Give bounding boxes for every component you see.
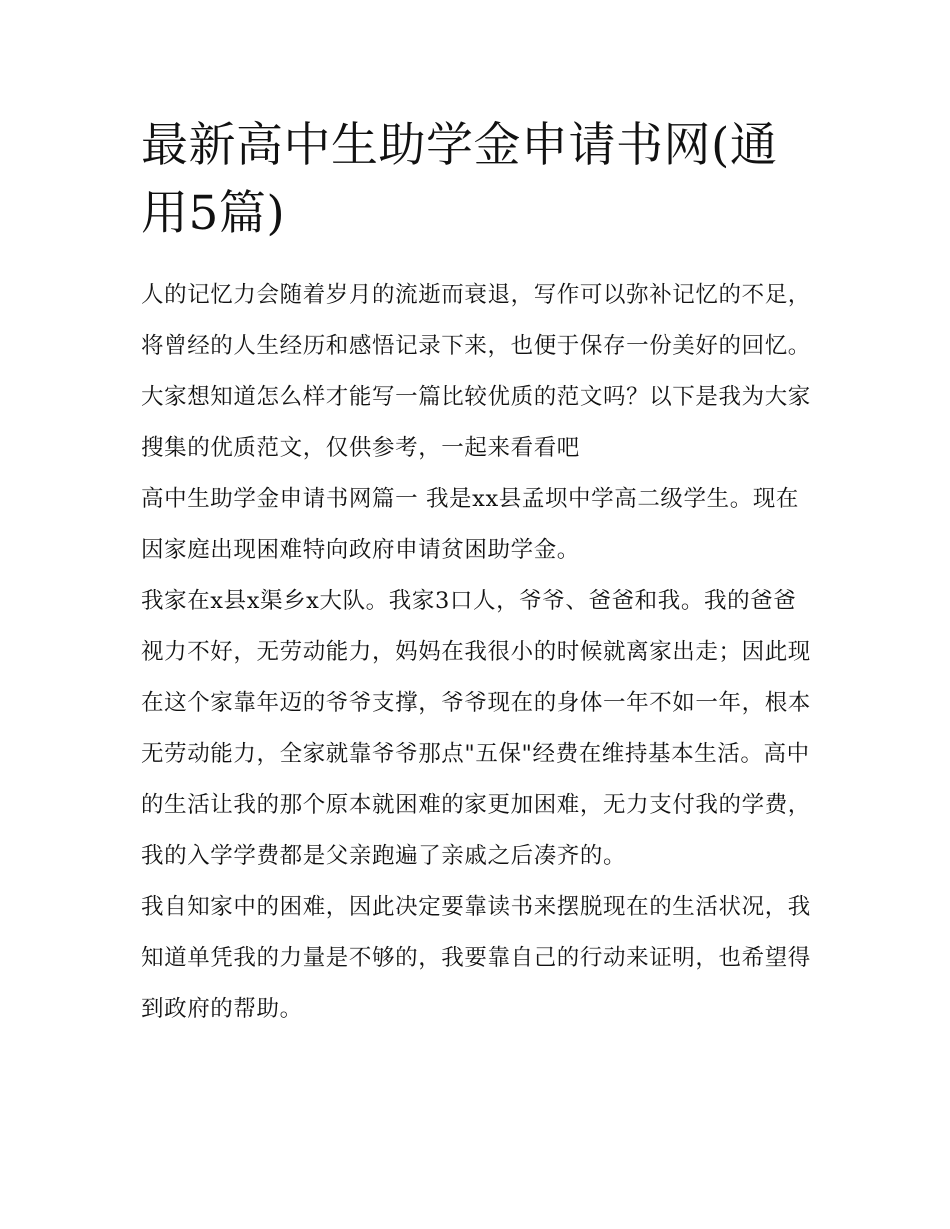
document-body	[141, 112, 811, 1035]
paragraph-intro: 人的记忆力会随着岁月的流逝而衰退，写作可以弥补记忆的不足，将曾经的人生经历和感悟记录下来，也便于保存一份美好的回忆。大家想知道怎么样才能写一篇比较优质的范文吗？以下是我为大家搜集的优质范文，仅供参考，一起来看看吧	[141, 282, 811, 461]
paragraph-personal-resolve: 我自知家中的困难，因此决定要靠读书来摆脱现在的生活状况，我知道单凭我的力量是不够的，我要靠自己的行动来证明，也希望得到政府的帮助。	[141, 894, 811, 1022]
paragraph-application-opening: 高中生助学金申请书网篇一 我是xx县孟坝中学高二级学生。现在因家庭出现困难特向政府申请贫困助学金。	[141, 486, 800, 563]
document-title: 最新高中生助学金申请书网(通用5篇)	[141, 118, 778, 241]
paragraph-family-situation: 我家在x县x渠乡x大队。我家3口人，爷爷、爸爸和我。我的爸爸视力不好，无劳动能力，妈妈在我很小的时候就离家出走；因此现在这个家靠年迈的爷爷支撑，爷爷现在的身体一年不如一年，根本无劳动能力，全家就靠爷爷那点"五保"经费在维持基本生活。高中的生活让我的那个原本就困难的家更加困难，无力支付我的学费，我的入学学费都是父亲跑遍了亲戚之后凑齐的。	[141, 588, 811, 869]
